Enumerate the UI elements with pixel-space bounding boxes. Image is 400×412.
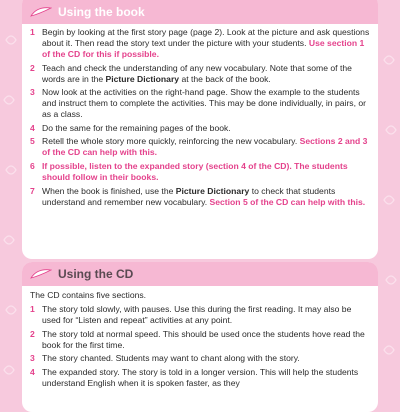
step-number: 5 — [30, 136, 35, 147]
step-number: 4 — [30, 122, 35, 133]
cd-step-2 — [30, 329, 370, 351]
using-the-cd-title: Using the CD — [58, 267, 134, 281]
step-text: The story told slowly, with pauses. Use this during the first reading. It may also be used for “Listen and repeat” activities at any point. — [42, 304, 352, 325]
step-number: 3 — [30, 87, 35, 98]
step-text: The story chanted. Students may want to chant along with the story. — [42, 353, 300, 364]
cd-step-3 — [30, 353, 370, 364]
using-the-book-header — [22, 0, 378, 24]
step-text-part: Begin by looking at the first story page (page 2). Look at the picture and ask questions about it. Then read the story text under the picture with your students. — [42, 27, 370, 48]
step-text-part: at the back of the book. — [179, 73, 271, 84]
step-highlight: Sections 2 and 3 of the CD can help with this. — [42, 136, 368, 158]
step-highlight: If possible, listen to the expanded story (section 4 of the CD). The students should follow in their books. — [42, 160, 348, 182]
step-text — [42, 63, 370, 85]
step-number: 2 — [30, 62, 35, 73]
using-the-cd-header — [22, 262, 378, 286]
step-text-part: Teach and check the understanding of any new vocabulary. Note that some of the words are in the — [42, 62, 352, 84]
step-text — [42, 186, 370, 208]
feather-icon — [30, 6, 52, 18]
step-bold: Picture Dictionary — [175, 185, 250, 196]
step-text: Do the same for the remaining pages of the book. — [42, 122, 231, 133]
step-bold: Picture Dictionary — [105, 73, 180, 84]
cd-step-4 — [30, 367, 370, 389]
book-step-2 — [30, 63, 370, 85]
step-text: The expanded story. The story is told in a longer version. This will help the students understand English when it is spoken faster, as they — [42, 366, 359, 388]
step-text — [42, 136, 370, 158]
step-highlight: Section 5 of the CD can help with this. — [209, 196, 366, 207]
step-number: 1 — [30, 304, 35, 314]
using-the-book-title: Using the book — [58, 5, 145, 19]
book-step-1 — [30, 27, 370, 60]
book-step-5 — [30, 136, 370, 158]
cd-steps-list — [22, 303, 378, 397]
cd-intro: The CD contains five sections. — [30, 290, 147, 300]
using-the-book-card — [22, 0, 378, 259]
step-number: 4 — [30, 366, 35, 377]
step-number: 3 — [30, 353, 35, 364]
step-number: 1 — [30, 27, 35, 37]
using-the-cd-card — [22, 262, 378, 412]
step-text-part: to check that students understand and remember new vocabulary. — [42, 185, 336, 207]
step-text: Now look at the activities on the right-hand page. Show the example to the students and instruct them to complete the activities. This may be done individually, in pairs, or as a class. — [42, 87, 367, 120]
book-steps-list — [22, 24, 378, 216]
step-number: 6 — [30, 160, 35, 171]
book-step-4 — [30, 123, 370, 134]
step-number: 2 — [30, 328, 35, 339]
cd-step-1 — [30, 304, 370, 326]
step-text: The story told at normal speed. This should be used once the students hove read the book for the first time. — [42, 328, 365, 350]
step-number: 7 — [30, 185, 35, 196]
step-text-part: When the book is finished, use the — [42, 185, 176, 196]
step-highlight: Use section 1 of the CD for this if possible. — [42, 38, 365, 59]
feather-icon — [30, 268, 52, 280]
book-step-6 — [30, 161, 370, 183]
book-step-7 — [30, 186, 370, 208]
step-text — [42, 27, 370, 60]
step-text-part: Retell the whole story more quickly, reinforcing the new vocabulary. — [42, 136, 300, 147]
book-step-3 — [30, 87, 370, 120]
